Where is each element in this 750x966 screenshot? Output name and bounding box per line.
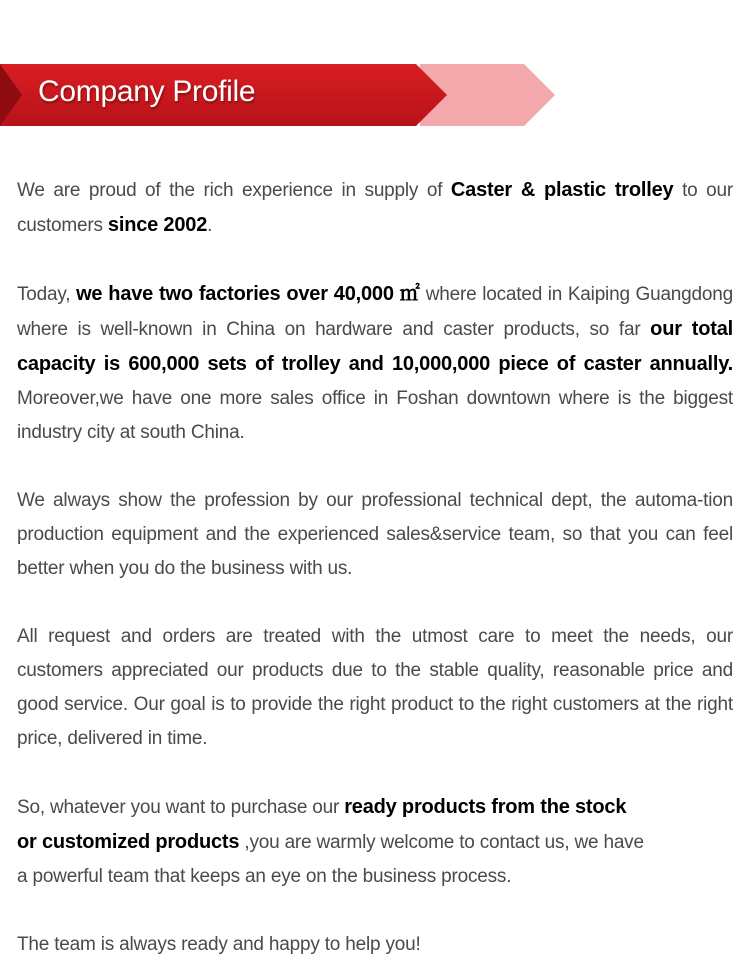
paragraph-experience — [17, 173, 733, 243]
text-span: where located in Kaiping Guangdong where is well-known in China on hardware and caster products, so far — [17, 284, 734, 340]
paragraph-service — [17, 620, 733, 756]
text-span: The team is always ready and happy to help you! — [17, 934, 421, 955]
paragraph-purchase — [17, 790, 733, 894]
profile-content — [17, 173, 733, 962]
paragraph-closing — [17, 928, 733, 962]
highlight-factories: we have two factories over 40,000 ㎡ — [76, 283, 421, 305]
text-span: Moreover,we have one more sales office in Foshan downtown where is the biggest industry city at south China. — [17, 388, 733, 443]
text-span: So, whatever you want to purchase our — [17, 797, 345, 818]
highlight-products: Caster & plastic trolley — [450, 179, 674, 201]
text-span: a powerful team that keeps an eye on the business process. — [17, 866, 512, 887]
text-span: . — [207, 215, 213, 236]
text-span: to our customers — [17, 180, 733, 236]
page-title: Company Profile — [38, 75, 256, 108]
section-banner — [0, 64, 560, 126]
highlight-ready-products: ready products from the stock — [344, 796, 627, 818]
text-span: ,you are warmly welcome to contact us, we have — [239, 832, 644, 853]
text-span: We always show the profession by our professional technical dept, the automa-tion production equipment and the experienced sales&service team, so that you can feel better when you do the business with us. — [17, 490, 733, 579]
text-span: We are proud of the rich experience in supply of — [17, 180, 451, 201]
text-span: All request and orders are treated with the utmost care to meet the needs, our customers appreciated our products due to the stable quality, reasonable price and good service. Our goal is to provide the right product to the right customers at the right price, delivered in time. — [17, 626, 733, 749]
highlight-capacity: our total capacity is 600,000 sets of trolley and 10,000,000 piece of caster annually. — [17, 318, 733, 375]
text-span: Today, — [17, 284, 77, 305]
highlight-since: since 2002 — [107, 214, 208, 236]
highlight-customized-products: or customized products — [17, 831, 240, 853]
paragraph-profession — [17, 484, 733, 586]
paragraph-factories — [17, 277, 733, 450]
